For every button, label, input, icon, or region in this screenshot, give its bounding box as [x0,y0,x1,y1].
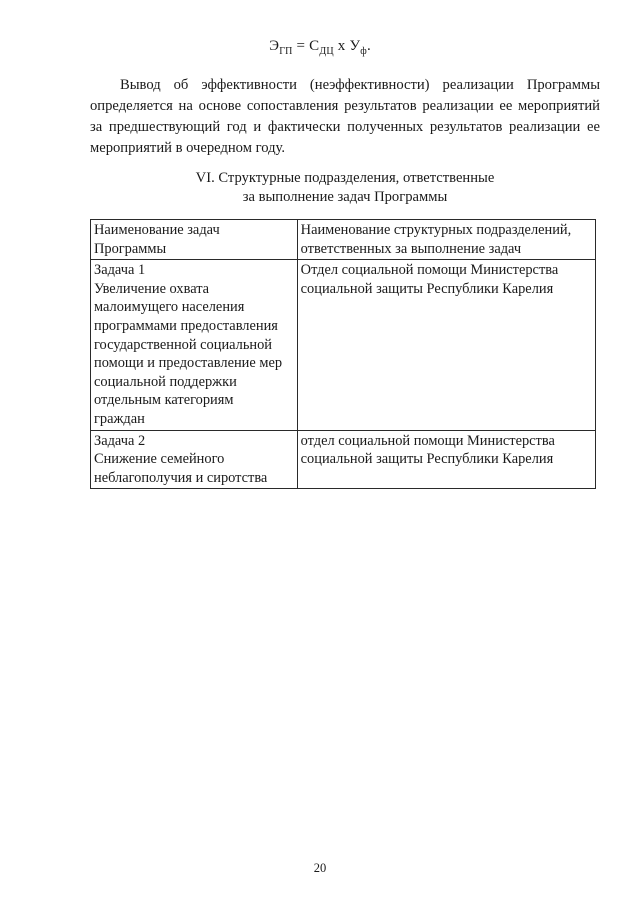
task-line: помощи и предоставление мер [94,355,283,372]
header-departments-line: ответственных за выполнение задач [300,240,522,257]
department-line: социальной защиты Республики Карелия [300,451,554,468]
task-line: социальной поддержки [94,373,237,390]
table-row [91,260,596,430]
task-line: Снижение семейного [94,451,225,468]
task-line: граждан [94,410,145,427]
department-cell [297,430,595,489]
table-header-row [91,220,596,260]
task-line: отдельным категориям [94,392,234,409]
section-heading [90,169,600,207]
task-line: программами предоставления [94,317,278,334]
task-line: неблагополучия и сиротства [94,469,268,486]
formula-lhs-subscript: ГП [279,46,293,57]
formula-lhs: Э [269,38,280,54]
task-cell [91,260,298,430]
formula-times: х [333,38,350,54]
header-departments-line: Наименование структурных подразделений, [300,222,572,238]
header-tasks-line: Программы [94,240,167,257]
header-cell-departments [297,220,595,260]
department-line: Отдел социальной помощи Министерства [300,262,559,279]
formula-c: С [309,38,320,54]
department-cell [297,260,595,430]
task-cell [91,430,298,489]
department-line: отдел социальной помощи Министерства [300,432,555,449]
task-line: государственной социальной [94,336,272,353]
header-cell-tasks [91,220,298,260]
table-row [91,430,596,489]
department-line: социальной защиты Республики Карелия [300,280,554,297]
header-tasks-line: Наименование задач [94,222,220,238]
formula-u: У [349,38,361,54]
task-line: Задача 1 [94,262,146,279]
page-number: 20 [313,861,327,875]
efficiency-formula [0,38,640,57]
task-line: малоимущего населения [94,299,245,316]
responsibility-table [90,219,596,489]
formula-u-subscript: ф [360,46,367,57]
formula-c-subscript: ДЦ [319,46,334,57]
task-line: Задача 2 [94,432,146,449]
section-heading-line-2: за выполнение задач Программы [242,189,448,205]
conclusion-paragraph: Вывод об эффективности (неэффективности) реализации Программы определяется на основе сопоставления результатов реализации ее мероприятий за предшествующий год и фактически полученных результатов реализации ее мероприятий в очередном году. [90,77,600,156]
section-heading-line-1: VI. Структурные подразделения, ответственные [195,170,495,186]
task-line: Увеличение охвата [94,280,210,297]
formula-equals: = [292,38,310,54]
formula-period: . [366,38,371,54]
